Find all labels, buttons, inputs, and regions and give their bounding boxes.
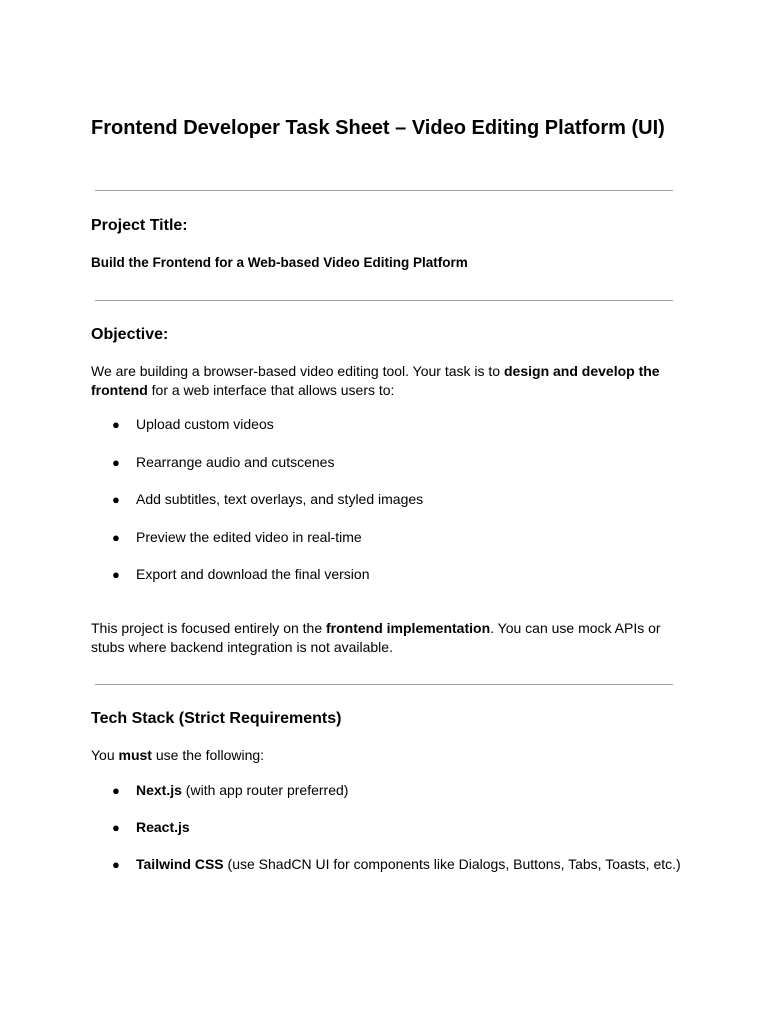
objective-note-text: This project is focused entirely on the [91,620,327,636]
objective-intro-emphasis: design and develop the frontend [91,363,660,398]
list-item-text: Export and download the final version [136,566,370,582]
list-item-text: Upload custom videos [136,416,274,432]
tech-stack-intro-emphasis: must [118,747,152,763]
list-item [91,415,691,434]
list-item [91,818,691,837]
tech-stack-heading: Tech Stack (Strict Requirements) [91,710,342,727]
divider [95,300,673,301]
bullet-icon: ● [112,529,120,545]
tech-detail: (use ShadCN UI for components like Dialogs, Buttons, Tabs, Toasts, etc.) [223,856,681,872]
bullet-icon: ● [112,820,120,835]
bullet-icon: ● [112,567,120,582]
list-item [91,565,691,584]
document-title: Frontend Developer Task Sheet – Video Editing Platform (UI) [91,117,665,139]
tech-name: Next.js [136,782,182,798]
objective-note [91,619,681,657]
objective-note-emphasis: frontend implementation [326,620,491,636]
list-item [91,855,691,874]
objective-intro-text: for a web interface that allows users to: [147,382,395,398]
bullet-icon: ● [112,783,120,798]
divider [95,190,673,191]
list-item [91,453,691,472]
tech-name: React.js [136,819,190,835]
tech-name: Tailwind CSS [136,856,224,872]
bullet-icon: ● [112,417,120,432]
bullet-icon: ● [112,857,120,872]
list-item [91,528,691,547]
objective-list [91,415,691,584]
objective-intro-text: We are building a browser-based video editing tool. Your task is to [91,363,504,379]
project-title-text: Build the Frontend for a Web-based Video Editing Platform [91,255,468,270]
objective-intro [91,362,681,400]
list-item [91,490,691,509]
tech-stack-intro [91,746,681,765]
project-title-heading: Project Title: [91,217,188,234]
bullet-icon: ● [112,454,120,470]
tech-stack-list [91,781,691,874]
tech-stack-intro-text: You [91,747,119,763]
bullet-icon: ● [112,492,120,507]
tech-stack-intro-text: use the following: [151,747,265,763]
tech-detail: (with app router preferred) [181,782,349,798]
objective-note-text: . You can use mock APIs or stubs where backend integration is not available. [91,620,661,655]
list-item [91,781,691,800]
divider [95,684,673,685]
list-item-text: Preview the edited video in real-time [136,528,362,545]
list-item-text: Add subtitles, text overlays, and styled images [136,491,424,507]
list-item-text: Rearrange audio and cutscenes [136,453,335,470]
objective-heading: Objective: [91,326,169,343]
